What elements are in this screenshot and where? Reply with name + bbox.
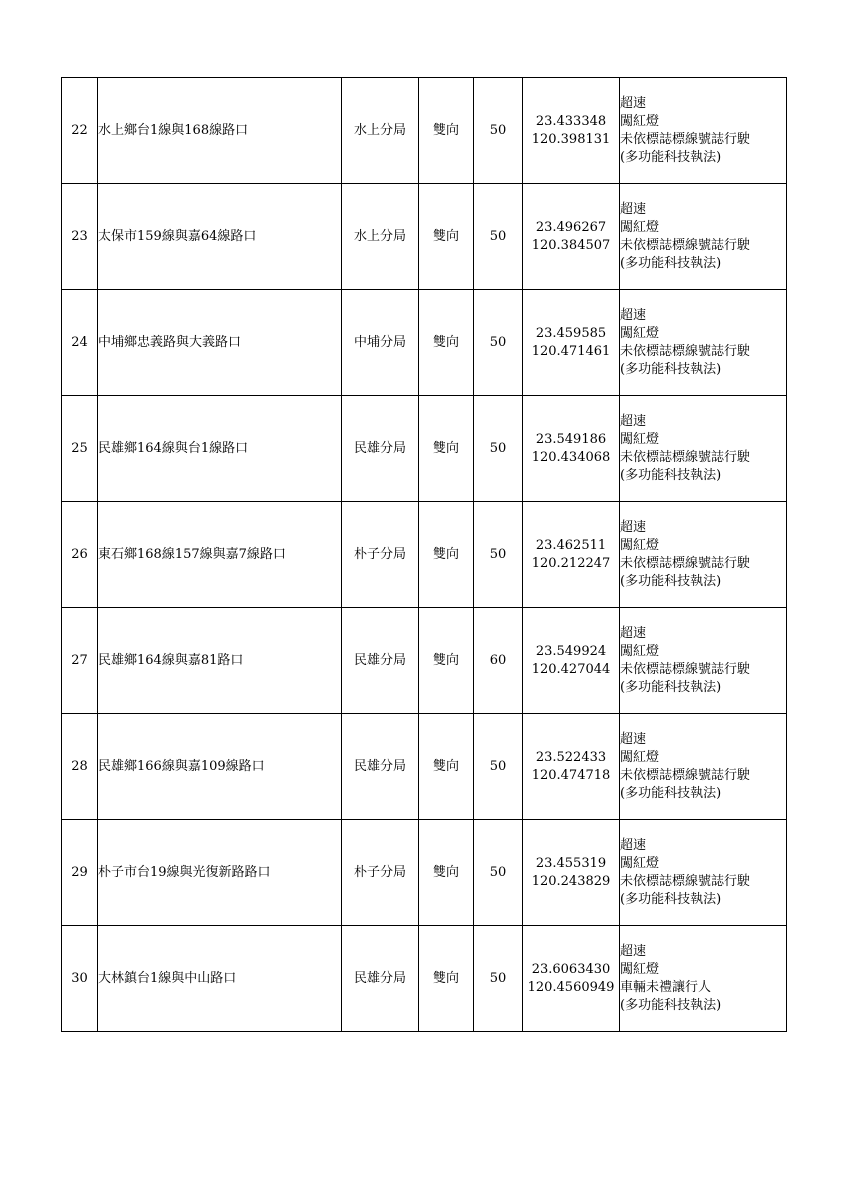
location-cell: 水上鄉台1線與168線路口 (98, 78, 342, 184)
police-unit-cell: 民雄分局 (342, 608, 419, 714)
row-number: 25 (62, 396, 98, 502)
speed-limit-cell: 50 (474, 926, 523, 1032)
direction-cell: 雙向 (419, 714, 474, 820)
direction-cell: 雙向 (419, 290, 474, 396)
row-number: 26 (62, 502, 98, 608)
enforcement-item: 超速 (620, 95, 647, 111)
latitude: 23.496267 (535, 219, 607, 235)
coordinates-cell (523, 290, 620, 396)
enforcement-items-cell (620, 184, 787, 290)
coordinates-cell (523, 502, 620, 608)
longitude: 120.243829 (531, 873, 611, 889)
enforcement-item: (多功能科技執法) (620, 785, 722, 801)
coordinates-cell (523, 184, 620, 290)
row-number: 24 (62, 290, 98, 396)
enforcement-item: 闖紅燈 (620, 961, 660, 977)
enforcement-item: 未依標誌標線號誌行駛 (620, 237, 751, 253)
enforcement-item: 超速 (620, 731, 647, 747)
latitude: 23.459585 (535, 325, 607, 341)
enforcement-item: (多功能科技執法) (620, 679, 722, 695)
location-cell: 民雄鄉166線與嘉109線路口 (98, 714, 342, 820)
table-row (62, 502, 787, 608)
enforcement-item: (多功能科技執法) (620, 467, 722, 483)
enforcement-item: 闖紅燈 (620, 219, 660, 235)
enforcement-item: 闖紅燈 (620, 537, 660, 553)
enforcement-item: 超速 (620, 837, 647, 853)
coordinates-cell (523, 78, 620, 184)
enforcement-item: 闖紅燈 (620, 855, 660, 871)
table-row (62, 608, 787, 714)
longitude: 120.471461 (531, 343, 611, 359)
table-body (62, 78, 787, 1032)
enforcement-items-cell (620, 820, 787, 926)
enforcement-items-cell (620, 78, 787, 184)
latitude: 23.6063430 (531, 961, 611, 977)
longitude: 120.427044 (531, 661, 611, 677)
direction-cell: 雙向 (419, 608, 474, 714)
enforcement-item: 闖紅燈 (620, 643, 660, 659)
enforcement-item: (多功能科技執法) (620, 149, 722, 165)
table-row (62, 714, 787, 820)
direction-cell: 雙向 (419, 78, 474, 184)
latitude: 23.522433 (535, 749, 607, 765)
speed-limit-cell: 50 (474, 290, 523, 396)
speed-limit-cell: 50 (474, 396, 523, 502)
enforcement-item: (多功能科技執法) (620, 573, 722, 589)
enforcement-item: (多功能科技執法) (620, 255, 722, 271)
speed-limit-cell: 50 (474, 820, 523, 926)
row-number: 23 (62, 184, 98, 290)
latitude: 23.433348 (535, 113, 607, 129)
location-cell: 民雄鄉164線與嘉81路口 (98, 608, 342, 714)
row-number: 28 (62, 714, 98, 820)
enforcement-item: 未依標誌標線號誌行駛 (620, 555, 751, 571)
table-row (62, 184, 787, 290)
location-cell: 太保市159線與嘉64線路口 (98, 184, 342, 290)
location-cell: 朴子市台19線與光復新路路口 (98, 820, 342, 926)
enforcement-items-cell (620, 608, 787, 714)
longitude: 120.212247 (531, 555, 611, 571)
police-unit-cell: 朴子分局 (342, 820, 419, 926)
police-unit-cell: 民雄分局 (342, 714, 419, 820)
enforcement-items-cell (620, 396, 787, 502)
latitude: 23.549186 (535, 431, 607, 447)
location-cell: 中埔鄉忠義路與大義路口 (98, 290, 342, 396)
police-unit-cell: 水上分局 (342, 184, 419, 290)
enforcement-item: 闖紅燈 (620, 325, 660, 341)
direction-cell: 雙向 (419, 926, 474, 1032)
speed-limit-cell: 50 (474, 714, 523, 820)
enforcement-items-cell (620, 926, 787, 1032)
coordinates-cell (523, 608, 620, 714)
enforcement-items-cell (620, 714, 787, 820)
location-cell: 東石鄉168線157線與嘉7線路口 (98, 502, 342, 608)
longitude: 120.4560949 (527, 979, 615, 995)
police-unit-cell: 中埔分局 (342, 290, 419, 396)
row-number: 22 (62, 78, 98, 184)
longitude: 120.434068 (531, 449, 611, 465)
coordinates-cell (523, 820, 620, 926)
enforcement-item: 車輛未禮讓行人 (620, 979, 712, 995)
police-unit-cell: 民雄分局 (342, 396, 419, 502)
table-row (62, 78, 787, 184)
enforcement-item: 未依標誌標線號誌行駛 (620, 449, 751, 465)
speed-limit-cell: 60 (474, 608, 523, 714)
direction-cell: 雙向 (419, 396, 474, 502)
enforcement-item: 超速 (620, 307, 647, 323)
enforcement-item: 超速 (620, 201, 647, 217)
enforcement-items-cell (620, 502, 787, 608)
table-row (62, 926, 787, 1032)
speed-limit-cell: 50 (474, 78, 523, 184)
row-number: 30 (62, 926, 98, 1032)
enforcement-item: (多功能科技執法) (620, 891, 722, 907)
speed-limit-cell: 50 (474, 184, 523, 290)
longitude: 120.474718 (531, 767, 611, 783)
coordinates-cell (523, 396, 620, 502)
direction-cell: 雙向 (419, 820, 474, 926)
enforcement-item: 闖紅燈 (620, 113, 660, 129)
coordinates-cell (523, 714, 620, 820)
row-number: 29 (62, 820, 98, 926)
coordinates-cell (523, 926, 620, 1032)
police-unit-cell: 朴子分局 (342, 502, 419, 608)
table-row (62, 290, 787, 396)
latitude: 23.462511 (535, 537, 607, 553)
longitude: 120.384507 (531, 237, 611, 253)
row-number: 27 (62, 608, 98, 714)
enforcement-item: 超速 (620, 625, 647, 641)
enforcement-items-cell (620, 290, 787, 396)
enforcement-item: 超速 (620, 519, 647, 535)
location-cell: 民雄鄉164線與台1線路口 (98, 396, 342, 502)
enforcement-item: 未依標誌標線號誌行駛 (620, 767, 751, 783)
enforcement-item: 未依標誌標線號誌行駛 (620, 873, 751, 889)
enforcement-item: 未依標誌標線號誌行駛 (620, 343, 751, 359)
longitude: 120.398131 (531, 131, 611, 147)
enforcement-item: 超速 (620, 413, 647, 429)
latitude: 23.455319 (535, 855, 607, 871)
enforcement-table (61, 77, 787, 1032)
table-row (62, 820, 787, 926)
latitude: 23.549924 (535, 643, 607, 659)
enforcement-item: 超速 (620, 943, 647, 959)
police-unit-cell: 水上分局 (342, 78, 419, 184)
enforcement-item: 未依標誌標線號誌行駛 (620, 661, 751, 677)
location-cell: 大林鎮台1線與中山路口 (98, 926, 342, 1032)
enforcement-item: 未依標誌標線號誌行駛 (620, 131, 751, 147)
enforcement-item: (多功能科技執法) (620, 361, 722, 377)
police-unit-cell: 民雄分局 (342, 926, 419, 1032)
enforcement-item: (多功能科技執法) (620, 997, 722, 1013)
speed-limit-cell: 50 (474, 502, 523, 608)
direction-cell: 雙向 (419, 184, 474, 290)
table-row (62, 396, 787, 502)
direction-cell: 雙向 (419, 502, 474, 608)
enforcement-item: 闖紅燈 (620, 431, 660, 447)
enforcement-item: 闖紅燈 (620, 749, 660, 765)
